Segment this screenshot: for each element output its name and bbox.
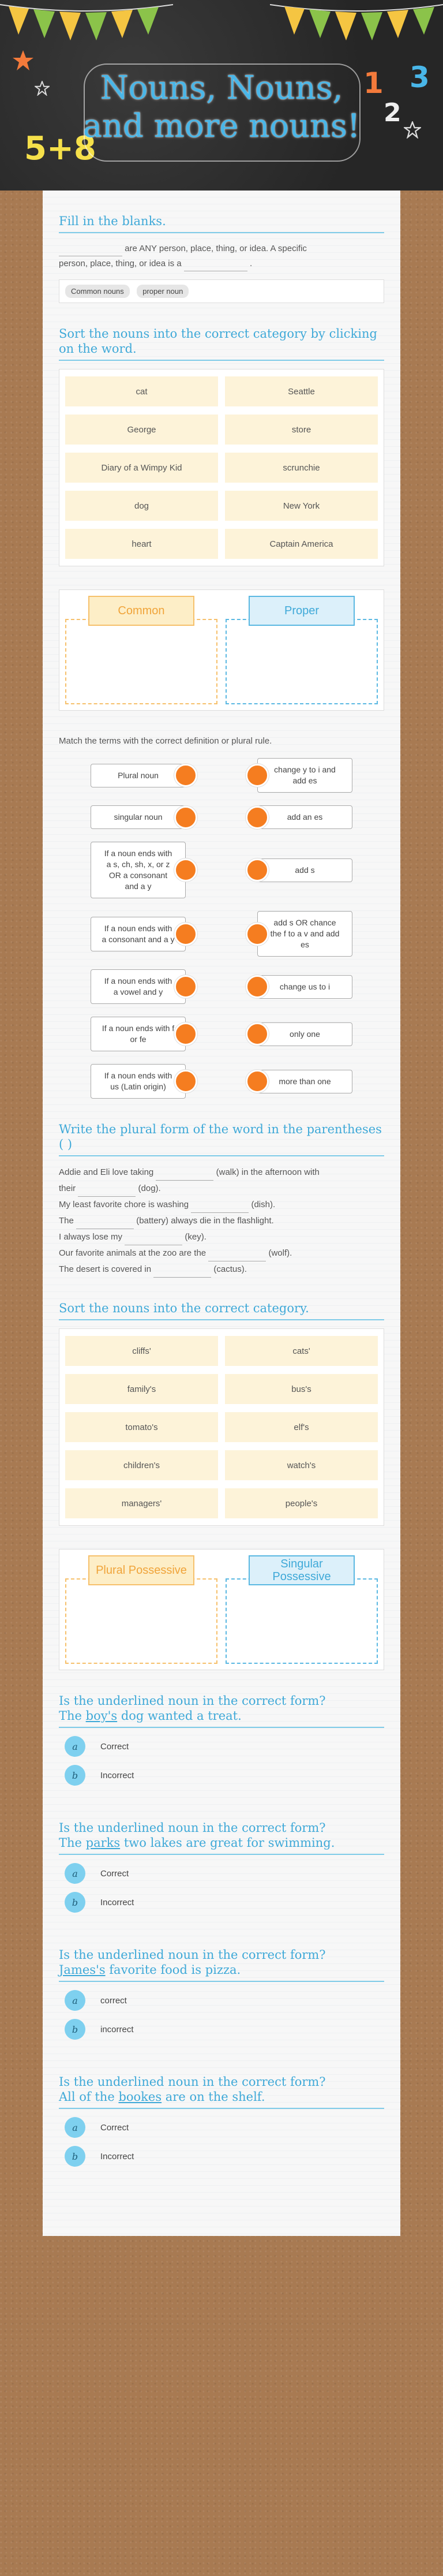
term-text: Plural noun — [118, 770, 159, 780]
answer-blank[interactable] — [59, 247, 122, 256]
word-tile[interactable]: elf's — [225, 1412, 378, 1442]
multiple-choice-question — [43, 1693, 400, 1786]
word-tile[interactable]: George — [65, 415, 218, 445]
match-row — [59, 758, 384, 793]
term-card[interactable] — [91, 1017, 186, 1051]
definition-text: more than one — [279, 1076, 331, 1086]
term-card[interactable] — [91, 917, 186, 951]
chalkboard-header — [0, 0, 443, 191]
word-tile[interactable]: cliffs' — [65, 1336, 218, 1366]
option-label: Incorrect — [100, 1770, 134, 1780]
term-card[interactable] — [91, 842, 186, 898]
chalk-number-2: 2 — [384, 98, 401, 128]
sort-possessive-section — [43, 1301, 400, 1670]
multiple-choice-question — [43, 1947, 400, 2040]
sentence-text: (cactus). — [213, 1264, 247, 1274]
term-text: If a noun ends with f or fe — [102, 1024, 175, 1044]
answer-blank[interactable] — [76, 1220, 134, 1229]
answer-option[interactable] — [65, 1892, 384, 1913]
word-tile[interactable]: cats' — [225, 1336, 378, 1366]
multiple-choice-question — [43, 1820, 400, 1913]
drop-zone[interactable] — [65, 1578, 217, 1664]
definition-card[interactable] — [257, 758, 352, 793]
word-tile[interactable]: heart — [65, 529, 218, 559]
worksheet — [43, 191, 400, 2236]
option-label: Incorrect — [100, 2151, 134, 2161]
answer-blank[interactable] — [191, 1204, 249, 1213]
option-label: Correct — [100, 1741, 129, 1752]
question-title: Sort the nouns into the correct category by clicking on the word. — [59, 326, 384, 361]
answer-option[interactable] — [65, 1863, 384, 1884]
bin-label: Common — [88, 596, 194, 626]
question-title — [59, 1947, 384, 1982]
sentence-text: Addie and Eli love taking — [59, 1167, 154, 1177]
underlined-noun: James's — [59, 1963, 106, 1977]
category-bin-plural-possessive[interactable] — [65, 1555, 217, 1664]
answer-blank[interactable] — [208, 1252, 266, 1261]
answer-blank[interactable] — [78, 1188, 136, 1197]
sentence-line — [59, 1245, 384, 1261]
word-chip[interactable]: proper noun — [137, 285, 189, 298]
connector-dot-icon[interactable] — [174, 858, 197, 882]
multiple-choice-list — [43, 1693, 400, 2167]
match-row — [59, 911, 384, 957]
question-text: Is the underlined noun in the correct form? — [59, 1821, 326, 1835]
match-row — [59, 1017, 384, 1051]
connector-dot-icon[interactable] — [174, 806, 197, 829]
sentence-line — [59, 1261, 384, 1278]
answer-option[interactable] — [65, 1736, 384, 1757]
sentence-text: (dish). — [251, 1200, 276, 1209]
term-text: If a noun ends with a vowel and y — [104, 976, 172, 996]
question-title — [59, 1820, 384, 1855]
match-row — [59, 1064, 384, 1099]
word-tile[interactable]: bus's — [225, 1374, 378, 1404]
sentence-text: their — [59, 1184, 76, 1193]
plural-form-section — [43, 1122, 400, 1278]
sort-nouns-section — [43, 326, 400, 711]
answer-option[interactable] — [65, 2019, 384, 2040]
word-tile[interactable]: tomato's — [65, 1412, 218, 1442]
question-body — [59, 241, 384, 271]
sentence-text: The — [59, 1709, 86, 1723]
option-letter-badge: a — [65, 1736, 85, 1757]
term-card[interactable] — [91, 764, 186, 787]
option-label: Correct — [100, 2122, 129, 2133]
matching-instructions: Match the terms with the correct definition or plural rule. — [59, 736, 272, 746]
term-card[interactable] — [91, 1064, 186, 1099]
option-letter-badge: a — [65, 2117, 85, 2138]
word-tile[interactable]: people's — [225, 1488, 378, 1518]
match-row — [59, 969, 384, 1004]
question-sentence — [59, 2089, 384, 2104]
definition-card[interactable] — [257, 1022, 352, 1046]
star-icon — [12, 49, 35, 72]
connector-dot-icon[interactable] — [246, 1022, 269, 1046]
option-label: correct — [100, 1995, 127, 2006]
connector-dot-icon[interactable] — [246, 1070, 269, 1093]
definition-card[interactable] — [257, 805, 352, 829]
bin-label: Plural Possessive — [88, 1555, 194, 1585]
word-tile[interactable]: family's — [65, 1374, 218, 1404]
chalk-number-3: 3 — [410, 61, 430, 94]
question-title: Fill in the blanks. — [59, 214, 384, 233]
term-text: If a noun ends with us (Latin origin) — [104, 1071, 172, 1091]
sentence-text: favorite food is pizza. — [105, 1963, 241, 1977]
term-text: If a noun ends with a consonant and a y — [102, 923, 175, 944]
definition-text: add an es — [287, 812, 323, 822]
word-tile[interactable]: Diary of a Wimpy Kid — [65, 453, 218, 483]
chalk-number-1: 1 — [363, 66, 384, 100]
question-sentence — [59, 1962, 384, 1977]
underlined-noun: parks — [85, 1836, 121, 1850]
question-text: Is the underlined noun in the correct form? — [59, 1948, 326, 1962]
sentence-line — [59, 1164, 384, 1181]
sentence-line — [59, 1197, 384, 1213]
sentence-text: (battery) always die in the flashlight. — [136, 1216, 274, 1226]
sentence-text: All of the — [59, 2090, 119, 2104]
question-title — [59, 2074, 384, 2109]
definition-card[interactable] — [257, 858, 352, 882]
option-letter-badge: b — [65, 1765, 85, 1786]
connector-dot-icon[interactable] — [246, 923, 269, 946]
sentence-text: Our favorite animals at the zoo are the — [59, 1248, 207, 1258]
sentence-text: The — [59, 1836, 86, 1850]
match-row — [59, 805, 384, 829]
bunting-right-icon — [270, 0, 443, 52]
definition-text: only one — [290, 1029, 320, 1039]
option-label: Incorrect — [100, 1897, 134, 1907]
sentence-text: dog wanted a treat. — [117, 1709, 242, 1723]
question-text: Is the underlined noun in the correct form? — [59, 1694, 326, 1708]
option-letter-badge: b — [65, 2146, 85, 2167]
definition-text: change y to i and add es — [274, 765, 336, 785]
sentence-text: (key). — [185, 1232, 207, 1242]
multiple-choice-question — [43, 2074, 400, 2167]
connector-dot-icon[interactable] — [174, 1022, 197, 1046]
question-sentence — [59, 1708, 384, 1723]
question-title: Write the plural form of the word in the parentheses ( ) — [59, 1122, 384, 1156]
sentence-line — [59, 1229, 384, 1245]
question-title: Sort the nouns into the correct category. — [59, 1301, 384, 1320]
category-bins — [59, 589, 384, 711]
term-text: singular noun — [114, 812, 163, 822]
option-letter-badge: a — [65, 1863, 85, 1884]
question-sentence — [59, 1835, 384, 1850]
plural-lines — [59, 1164, 384, 1278]
option-label: incorrect — [100, 2024, 134, 2034]
word-chip[interactable]: Common nouns — [65, 285, 130, 298]
term-card[interactable] — [91, 969, 186, 1004]
title-line-1: Nouns, Nouns, — [100, 69, 343, 107]
word-tile[interactable]: managers' — [65, 1488, 218, 1518]
answer-blank[interactable] — [184, 262, 247, 271]
sentence-text: are on the shelf. — [162, 2090, 265, 2104]
answer-blank[interactable] — [125, 1236, 182, 1245]
category-bins — [59, 1549, 384, 1670]
question-text: Is the underlined noun in the correct form? — [59, 2075, 326, 2089]
sentence-text: The — [59, 1216, 74, 1226]
word-grid — [59, 369, 384, 566]
word-tile[interactable]: Captain America — [225, 529, 378, 559]
sentence-text: My least favorite chore is washing — [59, 1200, 189, 1209]
chalk-equation: 5+8 — [24, 130, 96, 167]
word-tile[interactable]: dog — [65, 491, 218, 521]
connector-dot-icon[interactable] — [174, 1070, 197, 1093]
matching-list — [59, 758, 384, 1099]
definition-card[interactable] — [257, 911, 352, 957]
answer-blank[interactable] — [156, 1171, 213, 1181]
sentence-text: (dog). — [138, 1184, 161, 1193]
word-tile[interactable]: New York — [225, 491, 378, 521]
connector-dot-icon[interactable] — [174, 975, 197, 998]
question-text: . — [249, 259, 253, 268]
sentence-text: The desert is covered in — [59, 1264, 152, 1274]
sentence-line — [59, 1181, 384, 1197]
category-bin-singular-possessive[interactable] — [226, 1555, 378, 1664]
connector-dot-icon[interactable] — [174, 923, 197, 946]
sentence-text: two lakes are great for swimming. — [120, 1836, 335, 1850]
answer-option[interactable] — [65, 1990, 384, 2011]
match-row — [59, 842, 384, 898]
sentence-line — [59, 1213, 384, 1229]
drop-zone[interactable] — [226, 619, 378, 704]
answer-blank[interactable] — [153, 1268, 211, 1278]
fill-in-blanks-section — [43, 214, 400, 303]
matching-section — [43, 734, 400, 1099]
definition-card[interactable] — [257, 975, 352, 999]
question-text: person, place, thing, or idea is a — [59, 259, 182, 268]
word-tile[interactable]: scrunchie — [225, 453, 378, 483]
connector-dot-icon[interactable] — [246, 764, 269, 787]
term-text: If a noun ends with a s, ch, sh, x, or z OR a consonant and a y — [104, 849, 172, 891]
bin-label: Proper — [249, 596, 355, 626]
option-label: Correct — [100, 1868, 129, 1879]
definition-text: add s — [295, 865, 315, 875]
drop-zone[interactable] — [65, 619, 217, 704]
sentence-text: I always lose my — [59, 1232, 123, 1242]
option-letter-badge: a — [65, 1990, 85, 2011]
word-bank — [59, 279, 384, 303]
category-bin-proper[interactable] — [226, 596, 378, 704]
word-grid — [59, 1328, 384, 1526]
word-tile[interactable]: children's — [65, 1450, 218, 1480]
word-tile[interactable]: store — [225, 415, 378, 445]
answer-option[interactable] — [65, 2117, 384, 2138]
question-text: are ANY person, place, thing, or idea. A specific — [125, 244, 307, 253]
connector-dot-icon[interactable] — [174, 764, 197, 787]
drop-zone[interactable] — [226, 1578, 378, 1664]
answer-option[interactable] — [65, 2146, 384, 2167]
option-letter-badge: b — [65, 2019, 85, 2040]
underlined-noun: bookes — [118, 2090, 162, 2104]
connector-dot-icon[interactable] — [246, 858, 269, 882]
definition-text: add s OR chance the f to a v and add es — [270, 918, 340, 949]
sentence-text: (walk) in the afternoon with — [216, 1167, 320, 1177]
question-title — [59, 1693, 384, 1728]
definition-text: change us to i — [279, 981, 331, 991]
sentence-text: (wolf). — [268, 1248, 292, 1258]
option-letter-badge: b — [65, 1892, 85, 1913]
connector-dot-icon[interactable] — [246, 806, 269, 829]
bunting-left-icon — [0, 0, 173, 52]
category-bin-common[interactable] — [65, 596, 217, 704]
word-tile[interactable]: cat — [65, 376, 218, 406]
definition-card[interactable] — [257, 1070, 352, 1093]
term-card[interactable] — [91, 805, 186, 829]
page-title — [0, 69, 443, 145]
underlined-noun: boy's — [85, 1709, 118, 1723]
word-tile[interactable]: watch's — [225, 1450, 378, 1480]
connector-dot-icon[interactable] — [246, 975, 269, 998]
word-tile[interactable]: Seattle — [225, 376, 378, 406]
answer-option[interactable] — [65, 1765, 384, 1786]
title-line-2: and more nouns! — [82, 107, 361, 145]
bin-label: Singular Possessive — [249, 1555, 355, 1585]
